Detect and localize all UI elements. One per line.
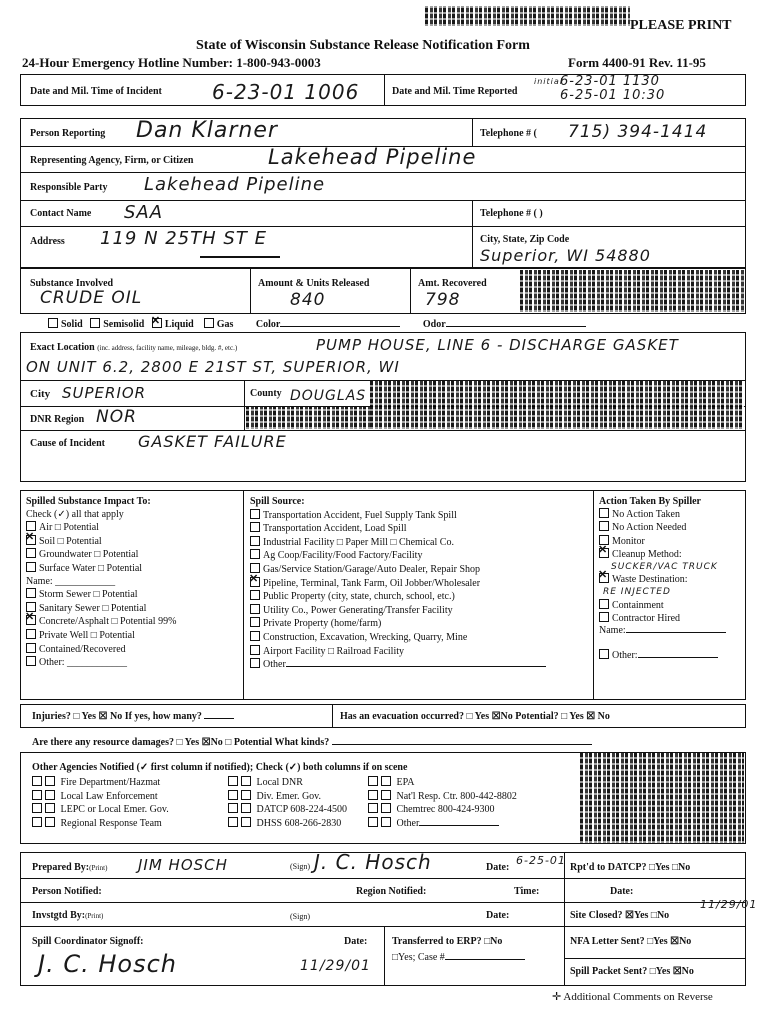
- address-value: 119 N 25TH ST E: [100, 228, 267, 249]
- source-checkbox[interactable]: [250, 617, 260, 627]
- containment-checkbox[interactable]: [599, 599, 609, 609]
- source-item-other: Other: [250, 658, 546, 672]
- liquid-checkbox[interactable]: [152, 318, 162, 328]
- telephone-label: Telephone # (: [480, 128, 537, 139]
- contact-name-label: Contact Name: [30, 208, 92, 219]
- dnr-region-value: NOR: [96, 407, 137, 427]
- coordinator-signature: J. C. Hosch: [38, 950, 177, 978]
- concrete-checkbox[interactable]: [26, 615, 36, 625]
- prepared-sign-tag: (Sign): [290, 862, 310, 871]
- person-reporting-value: Dan Klarner: [136, 118, 278, 143]
- impact-item-other: Other: ____________: [26, 656, 176, 670]
- impact-item-groundwater: Groundwater □ Potential: [26, 548, 176, 562]
- coordinator-signoff-label: Spill Coordinator Signoff:: [32, 936, 144, 947]
- solid-checkbox[interactable]: [48, 318, 58, 328]
- color-label: Color: [255, 319, 281, 330]
- prepared-by-label: Prepared By:(Print): [32, 862, 108, 873]
- contained-checkbox[interactable]: [26, 643, 36, 653]
- agency-label: Representing Agency, Firm, or Citizen: [30, 155, 194, 166]
- please-print-label: PLEASE PRINT: [630, 18, 732, 33]
- action-title: Action Taken By Spiller: [599, 496, 701, 507]
- city-value: SUPERIOR: [62, 384, 147, 402]
- cleanup-method-value: SUCKER/VAC TRUCK: [611, 562, 718, 573]
- redacted-signature-header: [425, 6, 630, 26]
- source-item-pipeline: ✕Pipeline, Terminal, Tank Farm, Oil Jobber/Wholesaler: [250, 577, 546, 591]
- pipeline-checkbox[interactable]: [250, 577, 260, 587]
- city-state-zip-label: City, State, Zip Code: [480, 234, 570, 245]
- source-item: Private Property (home/farm): [250, 617, 546, 631]
- source-checkbox[interactable]: [250, 536, 260, 546]
- gas-label: Gas: [216, 319, 234, 330]
- evacuation-question: Has an evacuation occurred? □ Yes ☒No Potential? □ Yes ☒ No: [340, 711, 610, 722]
- source-item: Industrial Facility □ Paper Mill □ Chemical Co.: [250, 536, 546, 550]
- substance-involved-value: CRUDE OIL: [40, 288, 143, 308]
- city-state-zip-value: Superior, WI 54880: [480, 246, 651, 265]
- plus-icon: ✛: [552, 991, 562, 1003]
- contractor-name-label: Name:: [599, 625, 626, 637]
- source-title: Spill Source:: [250, 496, 305, 507]
- amount-released-value: 840: [290, 290, 326, 310]
- source-item: Transportation Accident, Fuel Supply Tank Spill: [250, 509, 546, 523]
- form-number: Form 4400-91 Rev. 11-95: [568, 55, 706, 70]
- impact-item-air: Air □ Potential: [26, 521, 176, 535]
- investigated-sign-tag: (Sign): [290, 912, 310, 921]
- source-item: Utility Co., Power Generating/Transfer Facility: [250, 604, 546, 618]
- exact-location-value-1: PUMP HOUSE, LINE 6 - DISCHARGE GASKET: [316, 336, 679, 354]
- impact-item-contained: Contained/Recovered: [26, 643, 176, 657]
- prepared-signature: J. C. Hosch: [314, 850, 432, 874]
- solid-label: Solid: [61, 319, 83, 330]
- exact-location-label: Exact Location (inc. address, facility name, mileage, bldg. #, etc.): [30, 342, 238, 353]
- responsible-party-value: Lakehead Pipeline: [144, 174, 326, 195]
- state-row: [48, 318, 586, 330]
- substance-involved-label: Substance Involved: [30, 278, 114, 289]
- county-value: DOUGLAS: [290, 388, 367, 404]
- semisolid-label: Semisolid: [103, 319, 145, 330]
- source-item: Public Property (city, state, church, school, etc.): [250, 590, 546, 604]
- investigated-by-label: Invstgtd By:(Print): [32, 910, 104, 921]
- transferred-to-erp: Transferred to ERP? □No: [392, 936, 503, 947]
- exact-location-value-2: ON UNIT 6.2, 2800 E 21ST ST, SUPERIOR, WI: [26, 358, 400, 376]
- surface-water-checkbox[interactable]: [26, 562, 36, 572]
- impact-column: [26, 496, 176, 670]
- reported-date-label: Date and Mil. Time Reported: [392, 86, 518, 97]
- impact-item-name: Name: ____________: [26, 575, 116, 587]
- notified-date-label: Date:: [610, 886, 634, 897]
- source-other-checkbox[interactable]: [250, 658, 260, 668]
- dnr-region-label: DNR Region: [30, 414, 85, 425]
- redacted-location: [370, 381, 744, 429]
- contractor-hired-checkbox[interactable]: [599, 612, 609, 622]
- source-checkbox[interactable]: [250, 509, 260, 519]
- region-notified-label: Region Notified:: [356, 886, 427, 897]
- impact-item-sanitary-sewer: Sanitary Sewer □ Potential: [26, 602, 176, 616]
- redacted-agencies: [580, 753, 744, 843]
- case-number-label: □Yes; Case #: [392, 952, 525, 963]
- waste-destination-value: RE INJECTED: [603, 587, 671, 598]
- liquid-label: Liquid: [164, 319, 194, 330]
- agencies-title: Other Agencies Notified (✓ first column if notified); Check (✓) both columns if on scene: [32, 762, 408, 773]
- prepared-date-value: 6-25-01: [516, 854, 566, 867]
- impact-item-surface-water: Surface Water □ Potential: [26, 562, 176, 576]
- amount-recovered-label: Amt. Recovered: [418, 278, 487, 289]
- county-label: County: [250, 388, 282, 399]
- source-checkbox[interactable]: [250, 549, 260, 559]
- storm-sewer-checkbox[interactable]: [26, 588, 36, 598]
- sanitary-sewer-checkbox[interactable]: [26, 602, 36, 612]
- injuries-question: Injuries? □ Yes ☒ No If yes, how many?: [32, 711, 234, 722]
- coordinator-date-value: 11/29/01: [300, 958, 371, 974]
- source-item: Airport Facility □ Railroad Facility: [250, 645, 546, 659]
- coordinator-date-label: Date:: [344, 936, 368, 947]
- incident-date-value: 6-23-01 1006: [212, 80, 360, 104]
- telephone-value: 715) 394-1414: [568, 122, 708, 142]
- no-action-needed-checkbox[interactable]: [599, 521, 609, 531]
- soil-checkbox[interactable]: [26, 535, 36, 545]
- redacted-county: [246, 407, 370, 429]
- impact-item-storm-sewer: Storm Sewer □ Potential: [26, 588, 176, 602]
- investigated-date-label: Date:: [486, 910, 510, 921]
- action-column: Action Taken By Spiller No Action Taken No Action Needed Monitor ✕Cleanup Method: SUCKER/VAC TRUCK ✕Waste Destination: RE INJECTED Containment Contractor Hired Name: Other:: [599, 496, 726, 662]
- source-checkbox[interactable]: [250, 604, 260, 614]
- air-checkbox[interactable]: [26, 521, 36, 531]
- source-item: Gas/Service Station/Garage/Auto Dealer, Repair Shop: [250, 563, 546, 577]
- cause-label: Cause of Incident: [30, 438, 106, 449]
- source-item: Transportation Accident, Load Spill: [250, 522, 546, 536]
- site-closed-date: 11/29/01: [700, 898, 758, 911]
- cleanup-method-checkbox[interactable]: [599, 548, 609, 558]
- source-checkbox[interactable]: [250, 631, 260, 641]
- contact-name-value: SAA: [124, 202, 164, 223]
- reported-initial-note: initial: [534, 77, 563, 86]
- agencies-col-2: Local DNR Div. Emer. Gov. DATCP 608-224-4500 DHSS 608-266-2830: [228, 776, 347, 830]
- person-notified-label: Person Notified:: [32, 886, 102, 897]
- nfa-letter-sent: NFA Letter Sent? □Yes ☒No: [570, 936, 692, 947]
- no-action-taken-checkbox[interactable]: [599, 508, 609, 518]
- agency-value: Lakehead Pipeline: [268, 145, 477, 169]
- waste-destination-checkbox[interactable]: [599, 573, 609, 583]
- cause-value: GASKET FAILURE: [138, 432, 287, 451]
- reported-date-value-2: 6-25-01 10:30: [560, 88, 666, 103]
- address-label: Address: [30, 236, 65, 247]
- incident-date-label: Date and Mil. Time of Incident: [30, 86, 162, 97]
- additional-comments: ✛ Additional Comments on Reverse: [552, 991, 713, 1003]
- hotline-number: 24-Hour Emergency Hotline Number: 1-800-943-0003: [22, 55, 321, 70]
- city-label: City: [30, 388, 51, 400]
- telephone2-label: Telephone # ( ): [480, 208, 543, 219]
- groundwater-checkbox[interactable]: [26, 548, 36, 558]
- site-closed-label: Site Closed? ☒Yes □No: [570, 910, 670, 921]
- impact-title: Spilled Substance Impact To:: [26, 496, 151, 507]
- action-other-checkbox[interactable]: [599, 649, 609, 659]
- source-column: [250, 496, 546, 672]
- impact-item-soil: ✕Soil □ Potential: [26, 535, 176, 549]
- redacted-substance: [520, 270, 744, 312]
- spill-packet-sent: Spill Packet Sent? □Yes ☒No: [570, 966, 694, 977]
- source-checkbox[interactable]: [250, 522, 260, 532]
- agencies-col-3: EPA Nat'l Resp. Ctr. 800-442-8802 Chemtrec 800-424-9300 Other: [368, 776, 517, 830]
- reported-date-value-1: 6-23-01 1130: [560, 74, 660, 89]
- source-item: Construction, Excavation, Wrecking, Quarry, Mine: [250, 631, 546, 645]
- impact-check-note: Check (✓) all that apply: [26, 508, 124, 520]
- source-checkbox[interactable]: [250, 563, 260, 573]
- prepared-by-value: JIM HOSCH: [138, 856, 228, 874]
- form-title: State of Wisconsin Substance Release Notification Form: [196, 38, 530, 53]
- reported-to-datcp: Rpt'd to DATCP? □Yes □No: [570, 862, 691, 873]
- agencies-col-1: Fire Department/Hazmat Local Law Enforcement LEPC or Local Emer. Gov. Regional Response Team: [32, 776, 169, 830]
- odor-label: Odor: [422, 319, 446, 330]
- semisolid-checkbox[interactable]: [90, 318, 100, 328]
- amount-recovered-value: 798: [425, 290, 461, 310]
- private-well-checkbox[interactable]: [26, 629, 36, 639]
- gas-checkbox[interactable]: [204, 318, 214, 328]
- impact-other-checkbox[interactable]: [26, 656, 36, 666]
- impact-item-concrete: ✕Concrete/Asphalt □ Potential 99%: [26, 615, 176, 629]
- resource-damages-question: Are there any resource damages? □ Yes ☒No □ Potential What kinds?: [32, 737, 592, 748]
- impact-item-private-well: Private Well □ Potential: [26, 629, 176, 643]
- responsible-party-label: Responsible Party: [30, 182, 108, 193]
- source-checkbox[interactable]: [250, 590, 260, 600]
- notified-time-label: Time:: [514, 886, 540, 897]
- prepared-date-label: Date:: [486, 862, 510, 873]
- amount-released-label: Amount & Units Released: [258, 278, 370, 289]
- person-reporting-label: Person Reporting: [30, 128, 106, 139]
- source-item: Ag Coop/Facility/Food Factory/Facility: [250, 549, 546, 563]
- source-checkbox[interactable]: [250, 645, 260, 655]
